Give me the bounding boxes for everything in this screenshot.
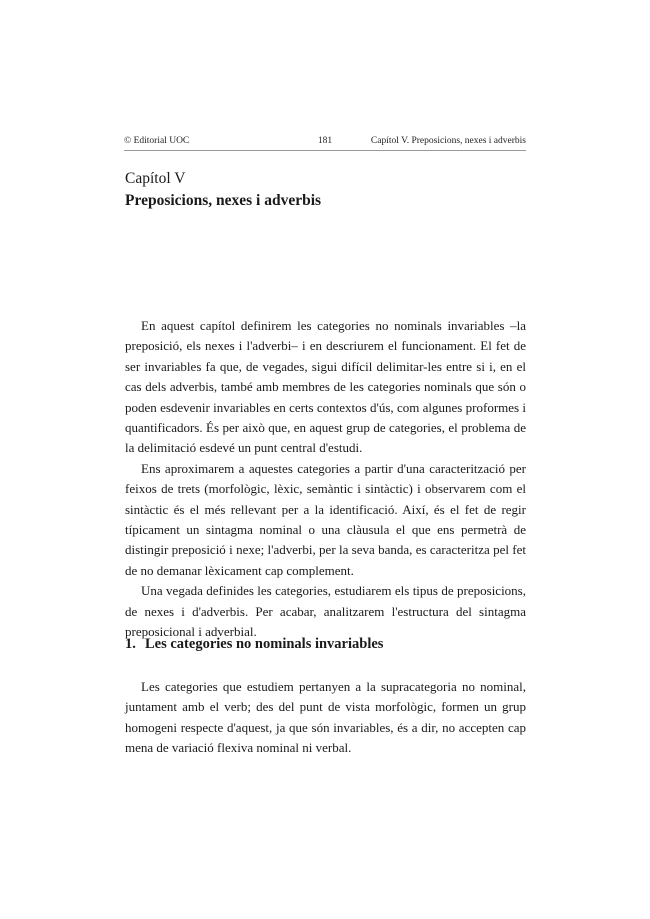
intro-paragraph-3: Una vegada definides les categories, estudiarem els tipus de preposicions, de nexes i d'adverbis. Per acabar, analitzarem l'estructura del sintagma preposicional i adverbial.: [125, 583, 526, 640]
section-title: Les categories no nominals invariables: [145, 636, 384, 652]
header-running-title: Capítol V. Preposicions, nexes i adverbis: [370, 136, 526, 146]
section-heading: [125, 636, 383, 653]
section-paragraph-1: Les categories que estudiem pertanyen a la supracategoria no nominal, juntament amb el verb; des del punt de vista morfològic, formen un grup homogeni respecte d'aquest, ja que són invariables, és a dir, no accepten cap mena de variació flexiva nominal ni verbal.: [125, 679, 526, 756]
intro-text: [125, 316, 526, 643]
running-header: [124, 136, 526, 151]
chapter-title: Preposicions, nexes i adverbis: [125, 192, 322, 209]
intro-paragraph-2: Ens aproximarem a aquestes categories a partir d'una caracterització per feixos de trets (morfològic, lèxic, semàntic i sintàctic) i observarem com el sintàctic és el més rellevant per a la identificació. Així, és el fet de regir típicament un sintagma nominal o una clàusula el que ens permetrà de distingir preposició i nexe; l'adverbi, per la seva banda, es caracteritza pel fet de no demanar lèxicament cap complement.: [125, 460, 526, 578]
section-number: 1.: [125, 636, 136, 652]
header-page-number: 181: [317, 136, 333, 146]
header-publisher: © Editorial UOC: [124, 136, 190, 146]
chapter-label: Capítol V: [125, 170, 186, 187]
intro-paragraph-1: En aquest capítol definirem les categories no nominals invariables –la preposició, els nexes i l'adverbi– i en descriurem el funcionament. El fet de ser invariables fa que, de vegades, sigui difícil delimitar-les entre si i, en el cas dels adverbis, també amb membres de les categories nominals que són o poden esdevenir invariables en certs contextos d'ús, com algunes proformes i quantificadors. És per això que, en aquest grup de categories, el problema de la delimitació esdevé un punt central d'estudi.: [125, 318, 526, 456]
section-text: [125, 677, 526, 759]
